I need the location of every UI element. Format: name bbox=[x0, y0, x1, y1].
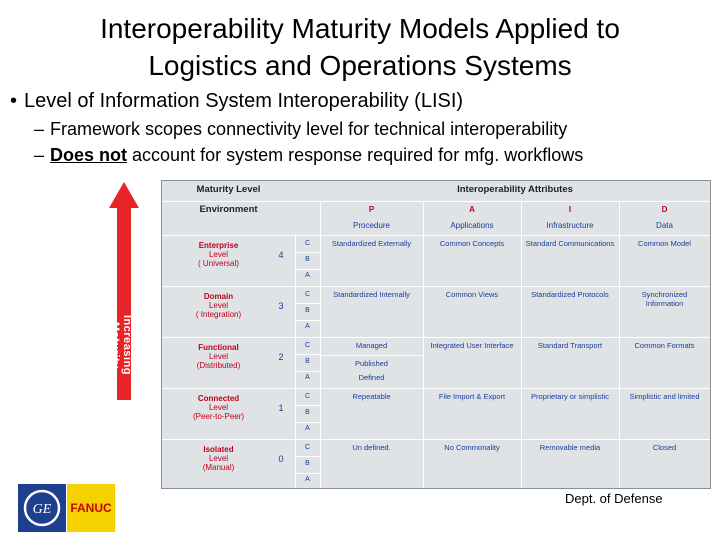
level-scope: ( Integration) bbox=[195, 310, 242, 319]
attribute-value: Integrated User Interface bbox=[430, 341, 514, 350]
level-number: 0 bbox=[278, 454, 284, 464]
attribute-name: Applications bbox=[450, 221, 494, 230]
grid-line bbox=[295, 371, 320, 372]
level-name: Isolated bbox=[203, 445, 234, 454]
sub-bullet-1-text: Framework scopes connectivity level for technical interoperability bbox=[50, 119, 568, 139]
attribute-value: Simplistic and limited bbox=[629, 392, 700, 401]
sublevel-letter: A bbox=[305, 425, 310, 432]
level-scope: (Manual) bbox=[202, 463, 235, 472]
header-maturity-level: Maturity Level bbox=[196, 184, 261, 195]
level-label bbox=[166, 292, 271, 332]
sublevel-letter: C bbox=[304, 342, 311, 349]
attribute-value: No Commonality bbox=[444, 443, 500, 452]
level-kind: Level bbox=[208, 250, 229, 259]
attribute-value: Standardized Protocols bbox=[531, 290, 609, 299]
ge-logo bbox=[18, 484, 66, 532]
level-number: 2 bbox=[278, 352, 284, 362]
sublevel-letter: C bbox=[304, 393, 311, 400]
attribute-value: Synchronized Information bbox=[641, 290, 688, 308]
grid-line bbox=[162, 439, 710, 440]
level-label bbox=[166, 241, 271, 281]
attribute-letter: I bbox=[568, 205, 572, 214]
title-line-2: Logistics and Operations Systems bbox=[148, 50, 572, 81]
level-kind: Level bbox=[208, 301, 229, 310]
attribute-letter: P bbox=[368, 205, 375, 214]
procedure-sublevel-value: Defined bbox=[358, 373, 385, 382]
bullet-lisi bbox=[10, 90, 463, 113]
attribute-value: Common Formats bbox=[634, 341, 695, 350]
sublevel-letter: B bbox=[305, 307, 310, 314]
sub-bullet-1 bbox=[34, 119, 567, 140]
grid-line bbox=[521, 201, 522, 488]
attribute-value: Standard Transport bbox=[537, 341, 603, 350]
sub-bullet-2-text: account for system response required for mfg. workflows bbox=[127, 145, 584, 165]
sublevel-letter: B bbox=[305, 409, 310, 416]
attribute-value: Common Concepts bbox=[439, 239, 505, 248]
sub-bullet-2-emphasis: Does not bbox=[50, 145, 128, 165]
grid-line bbox=[295, 269, 320, 270]
grid-line bbox=[295, 405, 320, 406]
level-label bbox=[166, 343, 271, 383]
sublevel-letter: C bbox=[304, 240, 311, 247]
level-name: Domain bbox=[203, 292, 234, 301]
dash-icon: – bbox=[34, 119, 45, 139]
level-number: 3 bbox=[278, 301, 284, 311]
slide-title bbox=[0, 10, 720, 84]
ge-monogram-icon bbox=[18, 484, 66, 532]
attribute-value: Repeatable bbox=[352, 392, 391, 401]
grid-line bbox=[162, 286, 710, 287]
attribute-value: Common Views bbox=[445, 290, 499, 299]
attribute-value: Managed bbox=[355, 341, 388, 350]
bullet-text: Level of Information System Interoperability (LISI) bbox=[24, 90, 464, 112]
grid-line bbox=[162, 201, 710, 202]
attribute-value: Standardized Externally bbox=[331, 239, 412, 248]
level-scope: ( Universal) bbox=[198, 259, 239, 268]
sublevel-letter: C bbox=[304, 291, 311, 298]
header-environment: Environment bbox=[199, 204, 258, 215]
level-name: Connected bbox=[197, 394, 240, 403]
title-line-1: Interoperability Maturity Models Applied to bbox=[100, 13, 620, 44]
sublevel-letter: C bbox=[304, 444, 311, 451]
grid-line bbox=[619, 201, 620, 488]
grid-line bbox=[295, 422, 320, 423]
grid-line bbox=[320, 355, 423, 356]
attribute-letter: A bbox=[469, 205, 475, 214]
attribute-letter: D bbox=[661, 205, 668, 214]
level-kind: Level bbox=[208, 454, 229, 463]
sublevel-letter: A bbox=[305, 476, 310, 483]
grid-line bbox=[320, 201, 321, 488]
attribute-value: Removable media bbox=[539, 443, 601, 452]
attribute-name: Procedure bbox=[353, 221, 390, 230]
sublevel-letter: A bbox=[305, 272, 310, 279]
sub-bullet-2 bbox=[34, 145, 583, 166]
level-label bbox=[166, 394, 271, 434]
sublevel-letter: B bbox=[305, 256, 310, 263]
level-number: 4 bbox=[278, 250, 284, 260]
grid-line bbox=[295, 354, 320, 355]
attribute-value: Standard Communications bbox=[525, 239, 615, 248]
grid-line bbox=[295, 320, 320, 321]
grid-line bbox=[162, 388, 710, 389]
sublevel-letter: A bbox=[305, 323, 310, 330]
level-kind: Level bbox=[208, 352, 229, 361]
attribute-value: Common Model bbox=[638, 239, 691, 248]
ge-logo-text: GE bbox=[32, 502, 52, 517]
attribute-value: Proprietary or simplistic bbox=[531, 392, 609, 401]
grid-line bbox=[295, 252, 320, 253]
sublevel-letter: B bbox=[305, 358, 310, 365]
procedure-sublevel-value: Published bbox=[355, 359, 388, 368]
grid-line bbox=[162, 337, 710, 338]
level-scope: (Peer-to-Peer) bbox=[192, 412, 245, 421]
header-interop-attributes: Interoperability Attributes bbox=[457, 184, 573, 195]
dash-icon: – bbox=[34, 145, 45, 165]
grid-line bbox=[295, 303, 320, 304]
level-number: 1 bbox=[278, 403, 284, 413]
attribute-value: Closed bbox=[652, 443, 677, 452]
sublevel-letter: A bbox=[305, 374, 310, 381]
sublevel-letter: B bbox=[305, 460, 310, 467]
grid-line bbox=[295, 456, 320, 457]
grid-line bbox=[162, 235, 710, 236]
level-kind: Level bbox=[208, 403, 229, 412]
attribute-value: Un defined. bbox=[352, 443, 391, 452]
attribute-name: Infrastructure bbox=[546, 221, 594, 230]
level-name: Enterprise bbox=[198, 241, 239, 250]
arrow-label: Increasing Maturity bbox=[109, 314, 133, 376]
level-scope: (Distributed) bbox=[196, 361, 241, 370]
fanuc-logo: FANUC bbox=[67, 484, 115, 532]
attribute-name: Data bbox=[656, 221, 673, 230]
attribute-value: File Import & Export bbox=[438, 392, 506, 401]
grid-line bbox=[423, 201, 424, 488]
bullet-dot-icon: • bbox=[10, 90, 18, 112]
level-label bbox=[166, 445, 271, 485]
source-credit: Dept. of Defense bbox=[565, 491, 663, 506]
level-name: Functional bbox=[198, 343, 239, 352]
grid-line bbox=[295, 473, 320, 474]
attribute-value: Standardized Internally bbox=[333, 290, 410, 299]
lisi-table bbox=[161, 180, 711, 489]
